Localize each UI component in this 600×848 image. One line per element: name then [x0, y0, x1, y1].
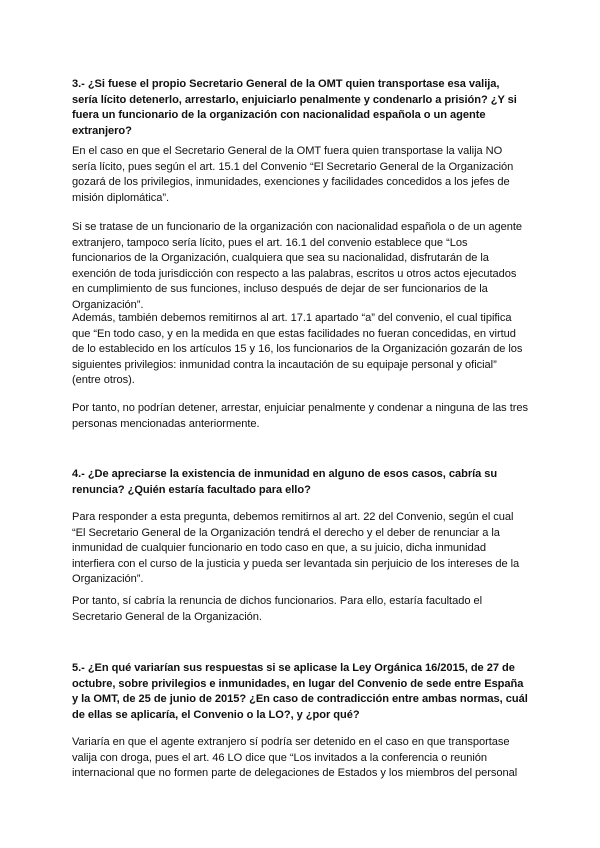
section-5-paragraph-1: Variaría en que el agente extranjero sí podría ser detenido en el caso en que transportase valija con droga, pues el art. 46 LO dice que “Los invitados a la conferencia o reunión internacional que no formen parte de delegaciones de Estados y los miembros del personal	[72, 736, 518, 780]
section-3-paragraph-2: Si se tratase de un funcionario de la organización con nacionalidad española o de un agente extranjero, tampoco sería lícito, pues el art. 16.1 del convenio establece que “Los funcionarios de la Organización, cualquiera que sea su nacionalidad, disfrutarán de la exención de toda jurisdicción con respecto a las palabras, escritos u otros actos ejecutados en cumplimiento de sus funciones, incluso después de dejar de ser funcionarios de la Organización”.	[72, 221, 523, 311]
section-3-paragraph-1: En el caso en que el Secretario General de la OMT fuera quien transportase la valija NO sería lícito, pues según el art. 15.1 del Convenio “El Secretario General de la Organización gozará de los privilegios, inmunidades, exenciones y facilidades concedidos a los jefes de misión diplomática”.	[72, 145, 514, 204]
section-3-paragraph-4: Por tanto, no podrían detener, arrestar, enjuiciar penalmente y condenar a ninguna de las tres personas mencionadas anteriormente.	[72, 402, 528, 430]
section-4-paragraph-2: Por tanto, sí cabría la renuncia de dichos funcionarios. Para ello, estaría facultado el Secretario General de la Organización.	[72, 595, 483, 623]
section-4-paragraph-1: Para responder a esta pregunta, debemos remitirnos al art. 22 del Convenio, según el cual “El Secretario General de la Organización tendrá el derecho y el deber de renunciar a la inmunidad de cualquier funcionario en todo caso en que, a su juicio, dicha inmunidad interfiera con el curso de la justicia y pueda ser levantada sin perjuicio de los intereses de la Organización”.	[72, 511, 520, 586]
section-5-question: 5.- ¿En qué variarían sus respuestas si se aplicase la Ley Orgánica 16/2015, de 27 de octubre, sobre privilegios e inmunidades, en lugar del Convenio de sede entre España y la OMT, de 25 de junio de 2015? ¿En caso de contradicción entre ambas normas, cuál de ellas se aplicaría, el Convenio o la LO?, y ¿por qué?	[72, 662, 528, 721]
section-3-question: 3.- ¿Si fuese el propio Secretario General de la OMT quien transportase esa valija, sería lícito detenerlo, arrestarlo, enjuiciarlo penalmente y condenarlo a prisión? ¿Y si fuera un funcionario de la organización con nacionalidad española o un agente extranjero?	[72, 78, 517, 137]
section-3-paragraph-3: Además, también debemos remitirnos al art. 17.1 apartado “a” del convenio, el cual tipifica que “En todo caso, y en la medida en que estas facilidades no fueran concedidas, en virtud de lo establecido en los artículos 15 y 16, los funcionarios de la Organización gozarán de los siguientes privilegios: inmunidad contra la incautación de su equipaje personal y oficial” (entre otros).	[72, 312, 523, 387]
section-4-question: 4.- ¿De apreciarse la existencia de inmunidad en alguno de esos casos, cabría su renuncia? ¿Quién estaría facultado para ello?	[72, 468, 498, 496]
